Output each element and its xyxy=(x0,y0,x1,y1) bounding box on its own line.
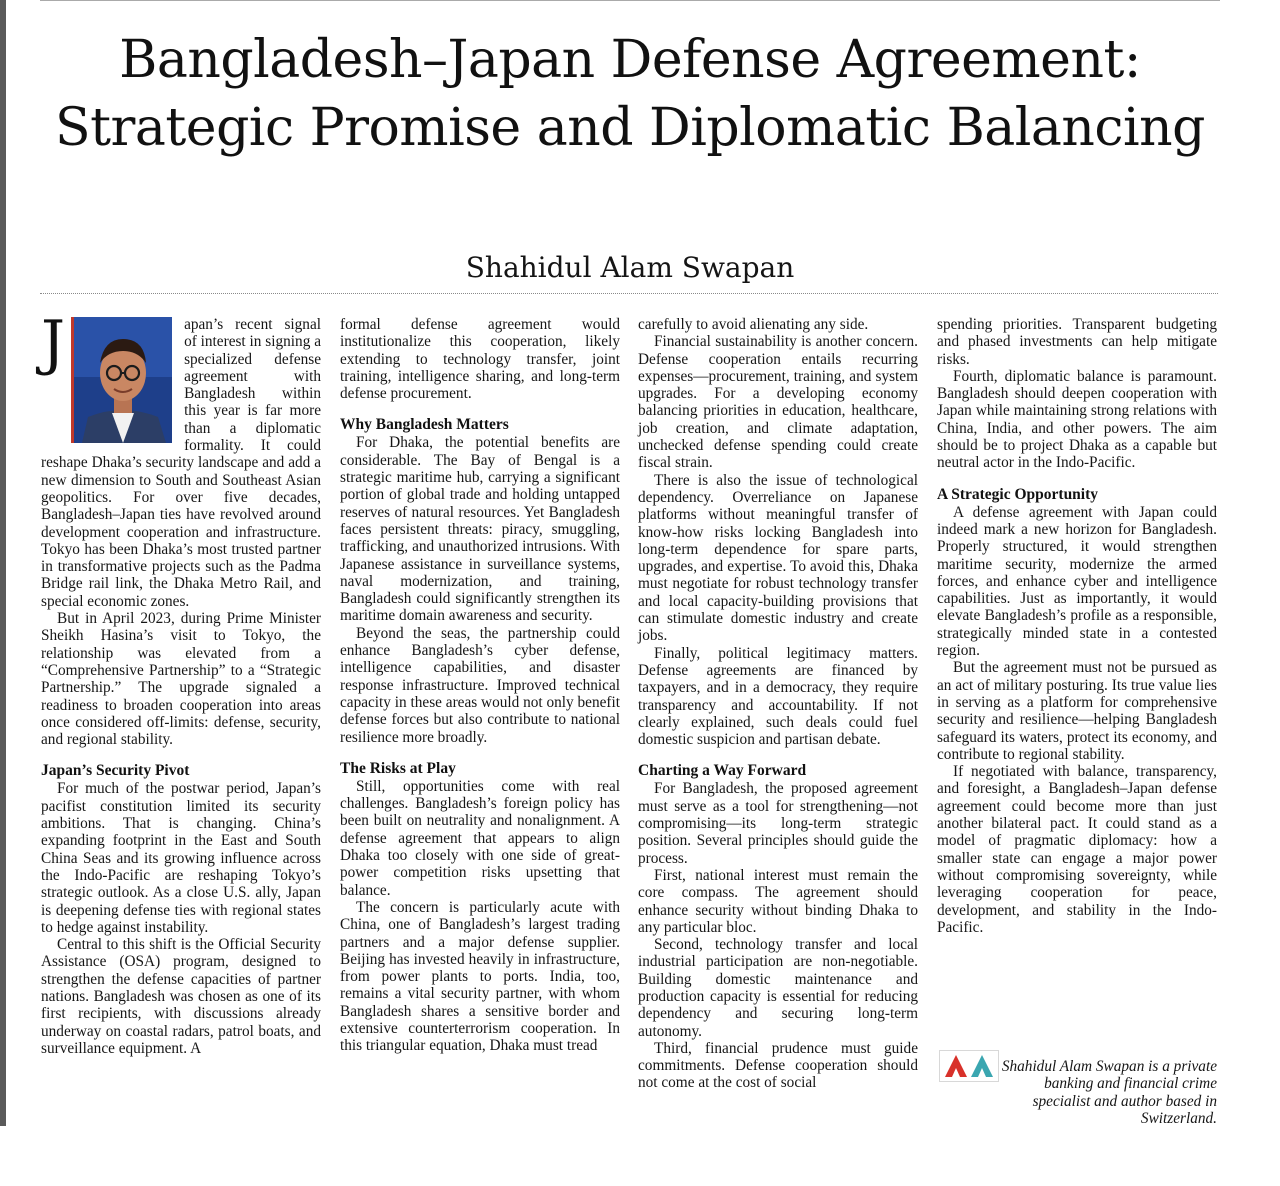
lead-paragraph-text: apan’s recent signal of interest in signing a specialized defense agreement with Bangladesh within this year is far more than a diplomatic formality. It could reshape Dhaka’s security landscape and add a new dimension to South and Southeast Asian geopolitics. For over five decades, Bangladesh–Japan ties have revolved around development cooperation and infrastructure. Tokyo has been Dhaka’s most trusted partner in transformative projects such as the Padma Bridge rail link, the Dhaka Metro Rail, and special economic zones. xyxy=(41,316,321,610)
paragraph: But the agreement must not be pursued as an act of military posturing. Its true value lies in serving as a platform for comprehensive security and resilience—helping Bangladesh safeguard its waters, protect its economy, and contribute to regional stability. xyxy=(937,659,1217,763)
author-bio: Shahidul Alam Swapan is a private banking and financial crime specialist and author based in Switzerland. xyxy=(1001,1058,1217,1127)
paragraph: For much of the postwar period, Japan’s pacifist constitution limited its security ambitions. That is changing. China’s expanding footprint in the East and South China Seas and its growing influence across the Indo-Pacific are reshaping Tokyo’s strategic outlook. As a close U.S. ally, Japan is deepening defense ties with regional states to hedge against instability. xyxy=(41,780,321,936)
paragraph: Third, financial prudence must guide commitments. Defense cooperation should not come at the cost of social xyxy=(638,1039,918,1092)
aa-logo-graphic xyxy=(940,1051,998,1081)
paragraph: For Bangladesh, the proposed agreement must serve as a tool for strengthening—not compromising—its long-term strategic position. Several principles should guide the process. xyxy=(638,780,918,867)
paragraph: Financial sustainability is another concern. Defense cooperation entails recurring expenses—procurement, training, and system upgrades. For a developing economy balancing priorities in education, healthcare, job creation, and climate adaptation, unchecked defense spending could create fiscal strain. xyxy=(638,333,918,472)
paragraph: The concern is particularly acute with China, one of Bangladesh’s largest trading partners and a major defense supplier. Beijing has invested heavily in infrastructure, from power plants to ports. India, too, remains a vital security partner, with whom Bangladesh shares a sensitive border and extensive counterterrorism cooperation. In this triangular equation, Dhaka must tread xyxy=(340,898,620,1055)
paragraph: There is also the issue of technological dependency. Overreliance on Japanese platforms without meaningful transfer of know-how risks locking Bangladesh into long-term dependence for spare parts, upgrades, and expertise. To avoid this, Dhaka must negotiate for robust technology transfer and local capacity-building provisions that can stimulate domestic industry and create jobs. xyxy=(638,471,918,645)
lead-paragraph xyxy=(41,308,321,610)
author-photo xyxy=(71,317,172,443)
paragraph: First, national interest must remain the core compass. The agreement should enhance security without binding Dhaka to any particular bloc. xyxy=(638,866,918,936)
author-photo-icon xyxy=(74,317,172,443)
subheading-way-forward: Charting a Way Forward xyxy=(638,762,807,780)
subheading-strategic-opportunity: A Strategic Opportunity xyxy=(937,485,1099,503)
article-byline: Shahidul Alam Swapan xyxy=(465,251,795,284)
article-column-1 xyxy=(41,308,321,1057)
article-column-2 xyxy=(340,316,620,1055)
paragraph: Fourth, diplomatic balance is paramount. Bangladesh should deepen cooperation with Japan while maintaining strong relations with China, India, and other powers. The aim should be to project Dhaka as a capable but neutral actor in the Indo-Pacific. xyxy=(937,367,1217,472)
section-divider xyxy=(40,293,1218,294)
subheading-risks: The Risks at Play xyxy=(340,759,456,777)
subheading-why-bangladesh: Why Bangladesh Matters xyxy=(340,416,509,434)
article-column-3 xyxy=(638,316,918,1092)
paragraph: But in April 2023, during Prime Minister Sheikh Hasina’s visit to Tokyo, the relationship was elevated from a “Comprehensive Partnership” to a “Strategic Partnership.” The upgrade signaled a readiness to broaden cooperation into areas once considered off-limits: defense, security, and regional stability. xyxy=(41,610,321,749)
article-headline: Bangladesh–Japan Defense Agreement: Strategic Promise and Diplomatic Balancing xyxy=(55,30,1205,158)
top-rule xyxy=(40,0,1220,1)
article-column-4 xyxy=(937,316,1217,936)
page-edge-shadow xyxy=(0,0,6,1126)
paragraph: Second, technology transfer and local industrial participation are non-negotiable. Building domestic maintenance and production capacity is essential for reducing dependency and securing long-term autonomy. xyxy=(638,936,918,1040)
paragraph-continued: formal defense agreement would institutionalize this cooperation, likely extending to technology transfer, joint training, intelligence sharing, and long-term defense procurement. xyxy=(340,316,620,403)
drop-cap: J xyxy=(41,308,66,378)
paragraph: Finally, political legitimacy matters. Defense agreements are financed by taxpayers, and in a democracy, they require transparency and accountability. If not clearly explained, such deals could fuel domestic suspicion and partisan debate. xyxy=(638,644,918,749)
paragraph: Beyond the seas, the partnership could enhance Bangladesh’s cyber defense, intelligence capabilities, and disaster response infrastructure. Improved technical capacity in these areas would not only benefit defense forces but also contribute to national resilience more broadly. xyxy=(340,624,620,746)
paragraph: Still, opportunities come with real challenges. Bangladesh’s foreign policy has been built on neutrality and nonalignment. A defense agreement that appears to align Dhaka too closely with one side of great-power competition risks upsetting that balance. xyxy=(340,777,620,899)
paragraph-continued: spending priorities. Transparent budgeting and phased investments can help mitigate risks. xyxy=(937,316,1217,368)
paragraph-continued: carefully to avoid alienating any side. xyxy=(638,316,869,333)
paragraph: For Dhaka, the potential benefits are considerable. The Bay of Bengal is a strategic maritime hub, carrying a significant portion of global trade and holding untapped reserves of natural resources. Yet Bangladesh faces persistent threats: piracy, smuggling, trafficking, and unauthorized intrusions. With Japanese assistance in surveillance systems, naval modernization, and training, Bangladesh could significantly strengthen its maritime domain awareness and security. xyxy=(340,434,620,625)
paragraph: A defense agreement with Japan could indeed mark a new horizon for Bangladesh. Properly structured, it would strengthen maritime security, modernize the armed forces, and enhance cyber and intelligence capabilities. Just as importantly, it would elevate Bangladesh’s profile as a responsible, strategically minded state in a contested region. xyxy=(937,503,1217,660)
aa-logo-icon xyxy=(939,1050,999,1082)
paragraph: If negotiated with balance, transparency, and foresight, a Bangladesh–Japan defense agreement could become more than just another bilateral pact. It could stand as a model of pragmatic diplomacy: how a smaller state can engage a major power without compromising sovereignty, while leveraging cooperation for peace, development, and stability in the Indo-Pacific. xyxy=(937,763,1217,936)
paragraph: Central to this shift is the Official Security Assistance (OSA) program, designed to strengthen the defense capacities of partner nations. Bangladesh was chosen as one of its first recipients, with discussions already underway on coastal radars, patrol boats, and surveillance equipment. A xyxy=(41,936,321,1057)
subheading-security-pivot: Japan’s Security Pivot xyxy=(41,762,190,780)
